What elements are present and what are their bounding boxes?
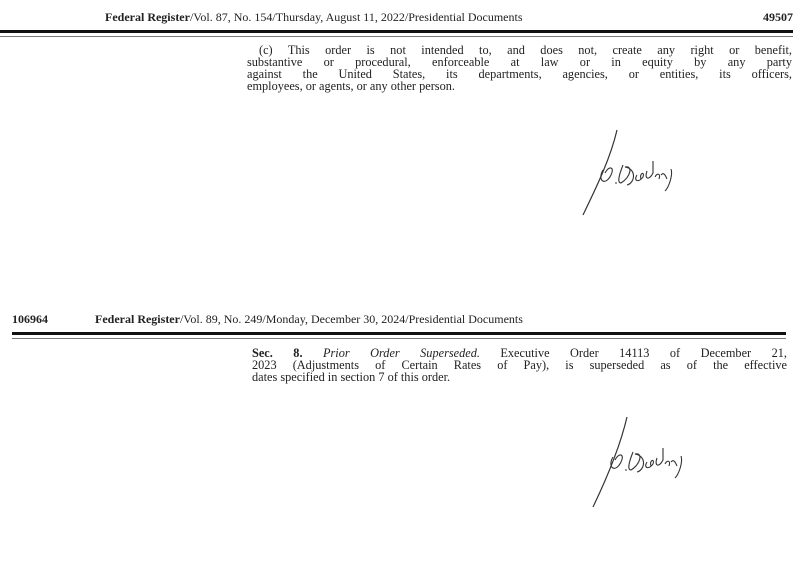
header-info: /Vol. 87, No. 154/Thursday, August 11, 2022/Presidential Documents bbox=[189, 10, 523, 24]
header-title: Federal Register bbox=[105, 10, 190, 24]
paragraph-line: dates specified in section 7 of this order. bbox=[252, 370, 451, 384]
paragraph-line: (c) This order is not intended to, and does not, create any right or benefit, bbox=[259, 43, 792, 57]
paragraph-line: 2023 (Adjustments of Certain Rates of Pay), is superseded as of the effective bbox=[252, 358, 787, 372]
header-rule-thin bbox=[0, 36, 793, 37]
header-info: /Vol. 89, No. 249/Monday, December 30, 2024/Presidential Documents bbox=[179, 312, 523, 326]
signature-image bbox=[575, 125, 705, 220]
section-8 bbox=[252, 347, 787, 383]
paragraph-line: against the United States, its departments, agencies, or entities, its officers, bbox=[247, 67, 792, 81]
paragraph-line: employees, or agents, or any other person. bbox=[247, 79, 455, 93]
page-1-header bbox=[105, 10, 793, 25]
header-rule-thin bbox=[12, 338, 786, 339]
page-number: 49507 bbox=[763, 10, 793, 24]
header-title: Federal Register bbox=[95, 312, 180, 326]
header-rule-thick bbox=[0, 30, 793, 33]
signature-image bbox=[585, 412, 715, 512]
header-rule-thick bbox=[12, 332, 786, 335]
page-2-header bbox=[12, 312, 523, 327]
paragraph-c bbox=[247, 44, 792, 92]
section-title: Prior Order Superseded. bbox=[322, 346, 480, 360]
page-number: 106964 bbox=[12, 312, 48, 326]
section-label: Sec. 8. bbox=[252, 346, 303, 360]
paragraph-line: Executive Order 14113 of December 21, bbox=[500, 346, 787, 360]
paragraph-line: substantive or procedural, enforceable at law or in equity by any party bbox=[247, 55, 792, 69]
